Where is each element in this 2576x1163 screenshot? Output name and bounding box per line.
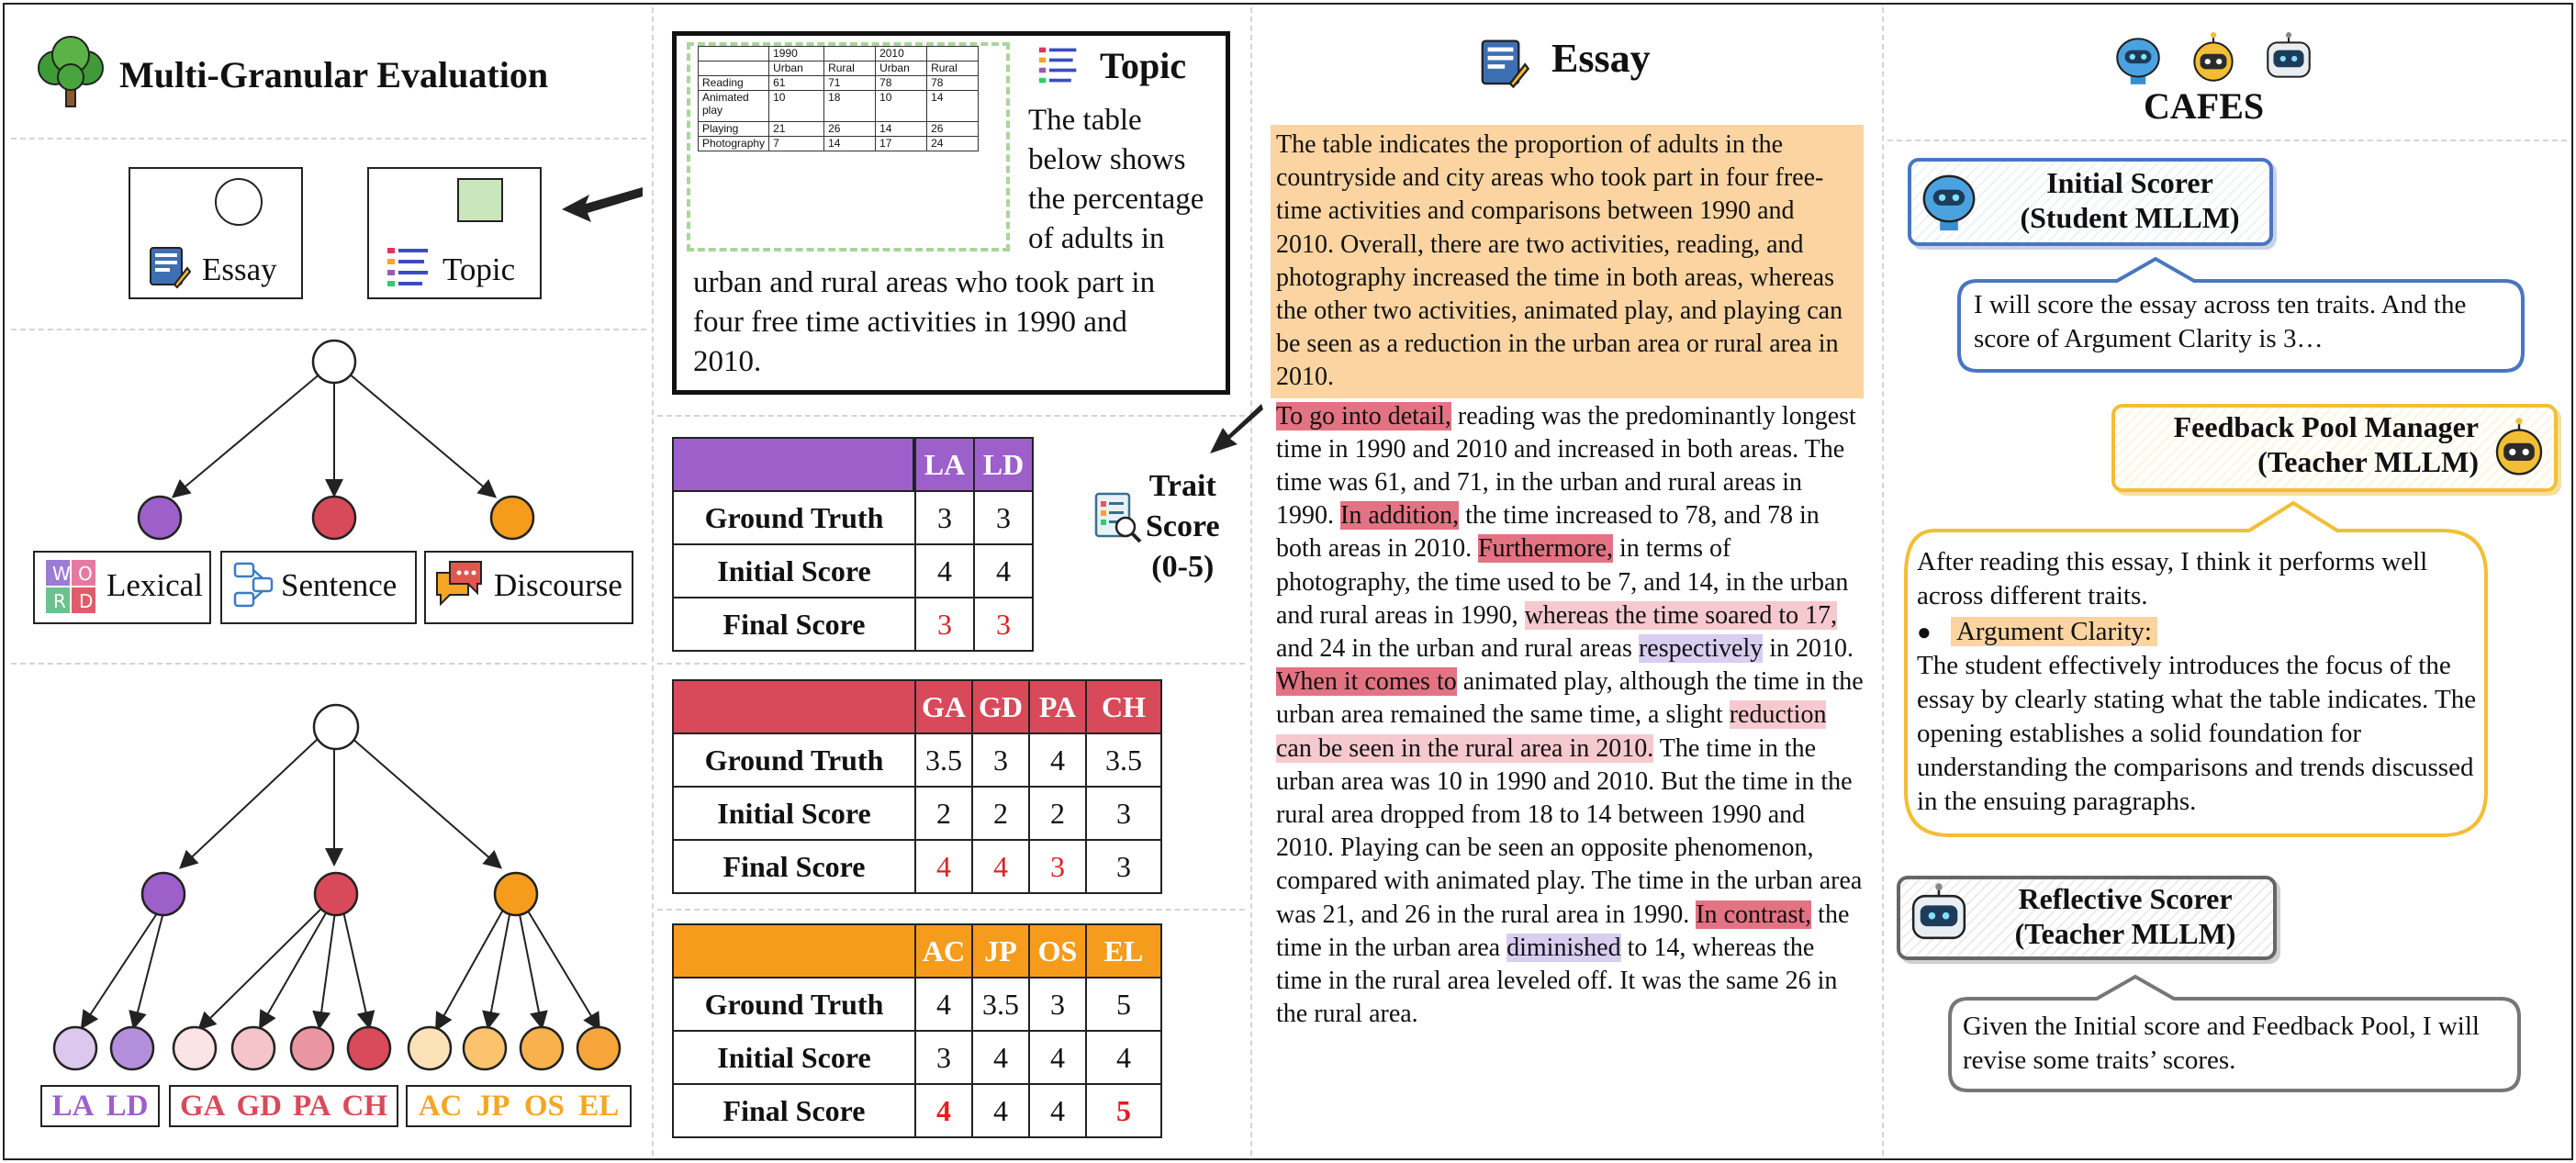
connective-highlight: Furthermore,: [1478, 534, 1614, 564]
lexical-label: Lexical: [106, 567, 203, 603]
lexical-header-bar: [672, 437, 914, 492]
column-divider: [1250, 7, 1252, 1156]
trait-os: OS: [523, 1089, 565, 1123]
essay-node: [215, 178, 263, 226]
robot-icon: [1904, 881, 1974, 953]
topic-mini-table: 1990 2010 Urban Rural Urban Rural Reading 61 71 78 78 Animated play 10 18 10 14 Playing 21 26 14 26 Photography 7 14 17 24: [698, 46, 979, 151]
sentence-label: Sentence: [281, 567, 398, 603]
trait-ac: AC: [418, 1089, 463, 1123]
trait-node-os: [521, 1027, 563, 1069]
trait-ld: LD: [106, 1089, 149, 1123]
initial-scorer-label: Initial Scorer (Student MLLM): [2020, 166, 2240, 234]
trait-header-gd: GD: [972, 680, 1029, 733]
essay-intro-paragraph: The table indicates the proportion of adults in the countryside and city areas who took part in four free-time activities and comparisons between 1990 and 2010. Overall, there are two activities, reading, and photography increased the time in both areas, whereas the other two activities, animated play, and playing can be seen as a reduction in the urban area or rural area in 2010.: [1271, 125, 1864, 398]
trait-el: EL: [578, 1089, 620, 1123]
column-divider: [652, 7, 654, 1156]
row-divider: [657, 663, 1245, 665]
essay-icon: [1478, 37, 1529, 90]
topic-line: the percentage: [1028, 183, 1204, 216]
sentence-node: [313, 497, 355, 539]
trait-header-ch: CH: [1086, 680, 1161, 733]
word-highlight: diminished: [1506, 933, 1621, 962]
trait-node-gd: [232, 1027, 274, 1069]
row-divider: [11, 138, 646, 140]
trait-pa: PA: [292, 1089, 331, 1123]
robot-icon: [2110, 31, 2167, 88]
connective-highlight: In contrast,: [1696, 900, 1812, 929]
score-arrow: [1206, 400, 1265, 457]
trait-header-pa: PA: [1029, 680, 1086, 733]
trait-tree: [11, 665, 644, 1096]
word-icon: [44, 558, 99, 615]
trait-header-ld: LD: [974, 438, 1033, 491]
essay-body: [1276, 125, 1864, 1031]
sentence-highlight: whereas the time soared to 17,: [1524, 600, 1838, 630]
robot-icon: [2486, 415, 2552, 485]
trait-score-icon: [1092, 490, 1144, 547]
robot-icon: [1915, 165, 1983, 237]
bullet-icon: ●: [1917, 619, 1932, 645]
trait-node-el: [577, 1027, 620, 1069]
root-node: [313, 341, 355, 383]
topic-node: [457, 178, 503, 222]
reflective-scorer-label: Reflective Scorer (Teacher MLLM): [2014, 882, 2236, 950]
row-divider: [657, 415, 1245, 417]
topic-line: of adults in: [1028, 222, 1165, 255]
topic-line: below shows: [1028, 143, 1186, 176]
topic-line: urban and rural areas who took part in: [693, 266, 1156, 299]
topic-icon: [386, 244, 431, 290]
feedback-intro: After reading this essay, I think it performs well across different traits.: [1917, 547, 2428, 610]
essay-label: Essay: [202, 252, 277, 287]
trait-header-ac: AC: [915, 924, 972, 978]
discourse-score-table: AC JP OS EL Ground Truth 4 3.5 3 5 Initial Score 3 4 4 4 Final Score 4 4 4 5: [672, 923, 1162, 1138]
trait-node-ga: [174, 1027, 216, 1069]
trait-ga: GA: [179, 1089, 226, 1123]
trait-la: LA: [51, 1089, 95, 1123]
lexical-traits: [40, 1085, 160, 1127]
svg-text:W: W: [52, 563, 71, 585]
discourse-label: Discourse: [494, 567, 622, 603]
trait-ch: CH: [342, 1089, 387, 1123]
root-node: [314, 705, 358, 749]
multi-granular-title: Multi-Granular Evaluation: [119, 54, 549, 95]
topic-label: Topic: [442, 252, 516, 287]
essay-detail-paragraph: To go into detail, reading was the predominantly longest time in 1990 and 2010 and increased in both areas. The time was 61, and 71, in the urban and rural areas in 1990. In addition, the time increased to 78, and 78 in both areas in 2010. Furthermore, in terms of photography, the time used to be 7, and 14, in the urban and rural areas in 1990, whereas the time soared to 17, and 24 in the urban and rural areas respectively in 2010. When it comes to animated play, although the time in the urban area remained the same time, a slight reduction can be seen in the rural area in 2010. The time in the urban area was 10 in 1990 and 2010. But the time in the rural area dropped from 18 to 14 between 1990 and 2010. Playing can be seen an opposite phenomenon, compared with animated play. The time in the urban area was 21, and 26 in the rural area in 1990. In contrast, the time in the urban area diminished to 14, whereas the time in the rural area leveled off. It was the same 26 in the rural area.: [1276, 401, 1864, 1029]
word-highlight: respectively: [1638, 634, 1764, 664]
sentence-icon: [230, 556, 275, 613]
discourse-icon: [431, 556, 487, 615]
robot-icon: [2185, 31, 2242, 88]
discourse-node: [491, 497, 533, 539]
feedback-bullet: [1917, 615, 2157, 649]
discourse-traits: [406, 1085, 632, 1127]
essay-icon: [147, 244, 191, 290]
trait-header-el: EL: [1086, 924, 1161, 978]
svg-text:D: D: [79, 590, 94, 612]
topic-title: Topic: [1100, 45, 1187, 86]
connective-highlight: When it comes to: [1276, 667, 1457, 697]
svg-text:O: O: [78, 563, 93, 585]
cafes-title: CAFES: [2144, 85, 2265, 127]
row-divider: [1887, 140, 2567, 141]
trait-node-ch: [348, 1027, 390, 1069]
trait-gd: GD: [236, 1089, 282, 1123]
trait-header-la: LA: [915, 438, 974, 491]
feedback-trait: Argument Clarity:: [1951, 617, 2157, 646]
trait-node-ac: [409, 1027, 451, 1069]
feedback-manager-label: Feedback Pool Manager (Teacher MLLM): [2173, 410, 2479, 478]
reflective-scorer-message: Given the Initial score and Feedback Pool, I will revise some traits’ scores.: [1963, 1012, 2480, 1075]
feedback-detail: The student effectively introduces the focus of the essay by clearly stating what the table indicates. The opening establishes a solid foundation for understanding the comparisons and trends discussed in the ensuing paragraphs.: [1917, 651, 2477, 816]
trait-node-jp: [464, 1027, 506, 1069]
robot-icon: [2260, 31, 2317, 88]
topic-icon: [1037, 44, 1080, 86]
sentence-highlight: reduction can be seen in the rural area in 2010.: [1276, 700, 1827, 763]
trait-node-pa: [291, 1027, 333, 1069]
trait-score-label: Trait Score (0-5): [1146, 469, 1220, 584]
lexical-score-table: LA LD Ground Truth 3 3 Initial Score 4 4 Final Score 3 3: [672, 437, 1034, 652]
row-divider: [657, 909, 1245, 911]
topic-line: The table: [1028, 104, 1142, 137]
trait-header-ga: GA: [915, 680, 972, 733]
trait-node-ld: [111, 1027, 153, 1069]
trait-header-jp: JP: [972, 924, 1029, 978]
topic-line: 2010.: [693, 345, 762, 378]
essay-title: Essay: [1551, 36, 1651, 81]
lexical-node: [139, 497, 181, 539]
connective-highlight: In addition,: [1340, 501, 1460, 531]
column-divider: [1882, 7, 1884, 1156]
input-arrow: [560, 182, 644, 228]
sentence-traits: [169, 1085, 398, 1127]
tree-icon: [35, 35, 106, 110]
trait-jp: JP: [476, 1089, 510, 1123]
lexical-node: [142, 873, 185, 915]
trait-node-la: [54, 1027, 96, 1069]
topic-line: four free time activities in 1990 and: [693, 306, 1127, 339]
svg-text:R: R: [53, 590, 66, 612]
sentence-score-table: GA GD PA CH Ground Truth 3.5 3 4 3.5 Initial Score 2 2 2 3 Final Score 4 4 3 3: [672, 679, 1162, 894]
trait-header-os: OS: [1029, 924, 1086, 978]
connective-highlight: To go into detail,: [1276, 401, 1451, 431]
discourse-node: [495, 873, 537, 915]
initial-scorer-message: I will score the essay across ten traits. And the score of Argument Clarity is 3…: [1974, 290, 2467, 353]
sentence-node: [315, 873, 357, 915]
